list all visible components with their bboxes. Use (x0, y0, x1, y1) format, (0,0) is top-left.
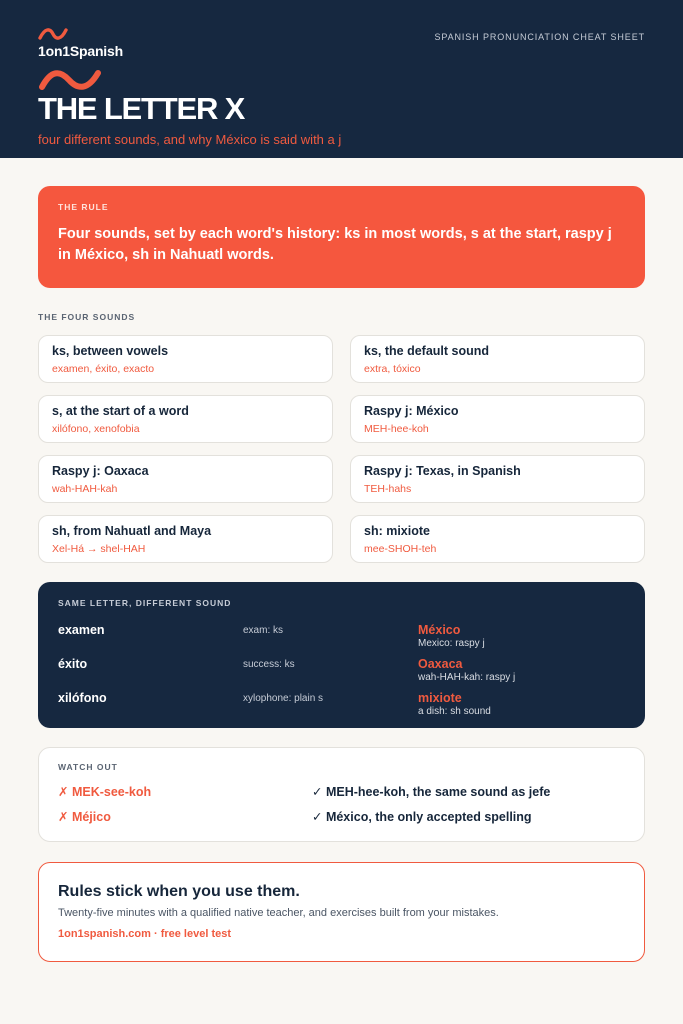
cta-box (38, 862, 645, 962)
sound-card-title: sh, from Nahuatl and Maya (52, 524, 212, 538)
sound-card (350, 515, 645, 563)
contrast-note: wah-HAH-kah: raspy j (418, 672, 516, 683)
sound-card-title: sh: mixiote (364, 524, 430, 538)
comparison-word: xilófono (58, 691, 107, 705)
sound-card (350, 395, 645, 443)
contrast-word: México (418, 623, 461, 637)
sound-card-title: ks, the default sound (364, 344, 490, 358)
sound-card (38, 335, 333, 383)
comparison-meaning: exam: ks (243, 625, 284, 636)
page-title: THE LETTER X (38, 91, 245, 126)
sounds-section-label: THE FOUR SOUNDS (38, 312, 136, 322)
header (0, 0, 683, 158)
wrong-spelling: ✗ Méjico (58, 810, 111, 824)
sound-card-example: xilófono, xenofobia (52, 423, 140, 435)
sound-card-example: wah-HAH-kah (52, 483, 118, 495)
cta-headline: Rules stick when you use them. (58, 883, 300, 900)
sound-card-title: ks, between vowels (52, 344, 169, 358)
contrast-note: Mexico: raspy j (418, 638, 485, 649)
sound-card (350, 335, 645, 383)
title-wave-icon (38, 68, 102, 92)
sound-card-title: Raspy j: Texas, in Spanish (364, 464, 521, 478)
contrast-note: a dish: sh sound (418, 706, 491, 717)
comparison-word: éxito (58, 657, 88, 671)
brand-logo: 1on1Spanish (38, 43, 123, 59)
sound-card-example: examen, éxito, exacto (52, 363, 155, 375)
sound-card-example: extra, tóxico (364, 363, 421, 375)
sheet-label: SPANISH PRONUNCIATION CHEAT SHEET (434, 32, 645, 42)
comparison-contrast (418, 691, 491, 717)
right-pronunciation: ✓ MEH-hee-koh, the same sound as jefe (312, 785, 551, 799)
sound-card-title: s, at the start of a word (52, 404, 189, 418)
sound-card-example: TEH-hahs (364, 483, 412, 495)
cta-link[interactable]: 1on1spanish.com · free level test (58, 928, 232, 940)
sound-card-example: Xel-Há → shel-HAH (52, 543, 146, 555)
watch-out-label: WATCH OUT (58, 762, 118, 772)
sound-card (350, 455, 645, 503)
sound-card-example: MEH-hee-koh (364, 423, 429, 435)
sound-card (38, 455, 333, 503)
comparison-panel (38, 582, 645, 728)
rule-text: Four sounds, set by each word's history: ks in most words, s at the start, raspy j in México, sh in Nahuatl words. (58, 226, 612, 263)
comparison-contrast (418, 623, 485, 649)
contrast-word: mixiote (418, 691, 462, 705)
rule-box (38, 186, 645, 288)
comparison-meaning: success: ks (243, 659, 295, 670)
rule-label: THE RULE (58, 202, 109, 212)
contrast-word: Oaxaca (418, 657, 463, 671)
sound-card-title: Raspy j: México (364, 404, 459, 418)
watch-out-box (38, 747, 645, 842)
comparison-label: SAME LETTER, DIFFERENT SOUND (58, 598, 232, 608)
sound-card (38, 395, 333, 443)
wrong-pronunciation: ✗ MEK-see-koh (58, 785, 152, 799)
brand-wave-icon (38, 27, 68, 41)
cta-body: Twenty-five minutes with a qualified native teacher, and exercises built from your mistakes. (58, 907, 499, 919)
sound-card (38, 515, 333, 563)
comparison-meaning: xylophone: plain s (243, 693, 324, 704)
comparison-contrast (418, 657, 515, 683)
page-subtitle: four different sounds, and why México is said with a j (38, 132, 342, 147)
comparison-word: examen (58, 623, 105, 637)
sound-card-example: mee-SHOH-teh (364, 543, 437, 555)
right-spelling: ✓ México, the only accepted spelling (312, 810, 532, 824)
sound-card-title: Raspy j: Oaxaca (52, 464, 149, 478)
